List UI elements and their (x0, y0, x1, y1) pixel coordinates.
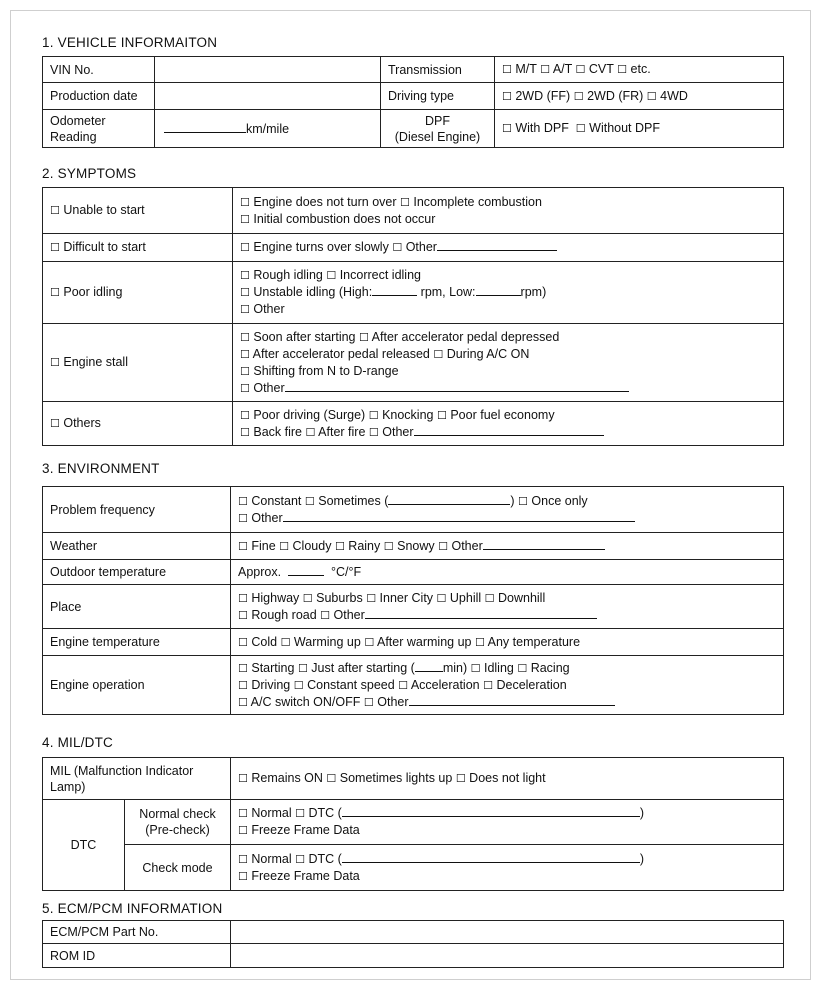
checkbox[interactable]: ☐ (238, 494, 248, 508)
checkbox[interactable]: ☐ (238, 678, 248, 692)
checkbox[interactable]: ☐ (400, 195, 410, 209)
checkbox[interactable]: ☐ (238, 591, 248, 605)
engine-temperature-label: Engine temperature (43, 629, 231, 656)
checkbox[interactable]: ☐ (304, 494, 315, 508)
engine-operation-label: Engine operation (43, 656, 231, 715)
checkbox[interactable]: ☐ (238, 539, 248, 553)
checkbox[interactable]: ☐ (483, 678, 493, 692)
checkbox[interactable]: ☐ (470, 661, 481, 675)
vin-label: VIN No. (43, 57, 155, 83)
weather-label: Weather (43, 533, 231, 560)
symptom-difficult-to-start: ☐ Difficult to start (43, 234, 233, 262)
option-mt: M/T (515, 62, 537, 76)
option-2wd-fr: 2WD (FR) (587, 88, 644, 103)
problem-frequency-label: Problem frequency (43, 487, 231, 533)
checkbox[interactable]: ☐ (238, 661, 248, 675)
normal-check-label: Normal check (Pre-check) (125, 800, 231, 845)
checkbox[interactable]: ☐ (502, 122, 512, 135)
checkbox[interactable]: ☐ (240, 269, 250, 282)
checkbox[interactable]: ☐ (238, 772, 248, 785)
checkbox[interactable]: ☐ (238, 824, 248, 837)
option-with-dpf: With DPF (515, 121, 569, 135)
checkbox[interactable]: ☐ (240, 330, 250, 344)
checkbox[interactable]: ☐ (326, 772, 337, 785)
ecm-part-label: ECM/PCM Part No. (43, 921, 231, 944)
dpf-label: DPF (Diesel Engine) (381, 110, 495, 148)
section-2-title: 2. SYMPTOMS (42, 166, 137, 181)
checkbox[interactable]: ☐ (50, 356, 60, 369)
odometer-field[interactable] (155, 110, 381, 148)
checkbox[interactable]: ☐ (240, 381, 250, 395)
checkbox[interactable]: ☐ (240, 303, 250, 316)
checkbox[interactable]: ☐ (364, 635, 375, 649)
symptom-others: ☐ Others (43, 402, 233, 446)
checkbox[interactable]: ☐ (240, 212, 250, 226)
checkbox[interactable]: ☐ (320, 608, 331, 622)
checkbox[interactable]: ☐ (238, 635, 248, 649)
checkbox[interactable]: ☐ (438, 539, 448, 553)
dtc-label: DTC (43, 800, 125, 891)
symptom-poor-idling: ☐ Poor idling (43, 262, 233, 324)
checkbox[interactable]: ☐ (573, 89, 584, 103)
symptom-engine-stall: ☐ Engine stall (43, 324, 233, 402)
option-2wd-ff: 2WD (FF) (515, 88, 571, 103)
odometer-unit: km/mile (246, 121, 290, 136)
checkbox[interactable]: ☐ (502, 89, 512, 103)
checkbox[interactable]: ☐ (240, 195, 250, 209)
checkbox[interactable]: ☐ (436, 408, 447, 422)
symptom-unable-to-start: ☐ Unable to start (43, 188, 233, 234)
section-3-title: 3. ENVIRONMENT (42, 461, 160, 476)
mil-label: MIL (Malfunction Indicator Lamp) (43, 758, 231, 800)
checkbox[interactable]: ☐ (50, 417, 60, 430)
dpf-options (495, 110, 784, 148)
transmission-label: Transmission (381, 57, 495, 83)
checkbox[interactable]: ☐ (575, 122, 586, 135)
ecm-info-table (42, 920, 784, 968)
vin-field[interactable] (155, 57, 381, 83)
checkbox[interactable]: ☐ (50, 241, 60, 254)
checkbox[interactable]: ☐ (238, 807, 248, 820)
checkbox[interactable]: ☐ (455, 772, 466, 785)
driving-type-options (495, 83, 784, 110)
checkbox[interactable]: ☐ (238, 608, 248, 622)
checkbox[interactable]: ☐ (280, 635, 291, 649)
checkbox[interactable]: ☐ (50, 286, 60, 299)
checkbox[interactable]: ☐ (293, 678, 304, 692)
checkbox[interactable]: ☐ (295, 852, 306, 866)
checkbox[interactable]: ☐ (359, 330, 369, 344)
production-date-field[interactable] (155, 83, 381, 110)
option-without-dpf: Without DPF (589, 121, 661, 135)
transmission-options (495, 57, 784, 83)
checkbox[interactable]: ☐ (383, 539, 394, 553)
checkbox[interactable]: ☐ (240, 241, 250, 254)
odometer-label: Odometer Reading (43, 110, 155, 148)
option-etc: etc. (630, 62, 651, 76)
checkbox[interactable]: ☐ (646, 89, 657, 103)
checkbox[interactable]: ☐ (238, 511, 248, 525)
checkbox[interactable]: ☐ (240, 364, 250, 378)
checkbox[interactable]: ☐ (302, 591, 313, 605)
checkbox[interactable]: ☐ (368, 408, 379, 422)
checkbox[interactable]: ☐ (240, 286, 250, 299)
checkbox[interactable]: ☐ (363, 695, 374, 709)
check-mode-label: Check mode (125, 845, 231, 891)
checkbox[interactable]: ☐ (238, 695, 248, 709)
checkbox[interactable]: ☐ (368, 425, 379, 439)
symptoms-table: ☐ Unable to start ☐ Engine does not turn over ☐ Incomplete combustion ☐ Initial combustion does not occur ☐ Difficult to start ☐ Engine turns over slowly ☐ Other ☐ Poor idling ☐ Rough idling ☐ Incorrect idling ☐ Unstable idling (High: rpm, Low: rpm) ☐ Other ☐ Engine stall ☐ Soon after starting ☐ After accelerator pedal depressed ☐ After accelerator pedal released ☐ During A/C ON ☐ Shifting from N to D-range ☐ Other ☐ Others ☐ Poor driving (Surge) ☐ Knocking ☐ Poor fuel economy ☐ Back fire ☐ After fire ☐ Other (42, 187, 784, 446)
checkbox[interactable]: ☐ (240, 408, 250, 422)
checkbox[interactable]: ☐ (366, 591, 377, 605)
checkbox[interactable]: ☐ (433, 347, 444, 361)
section-4-title: 4. MIL/DTC (42, 735, 114, 750)
option-4wd: 4WD (660, 88, 688, 103)
checkbox[interactable]: ☐ (517, 661, 528, 675)
vehicle-info-table (42, 56, 784, 148)
checkbox[interactable]: ☐ (617, 63, 628, 76)
checkbox[interactable]: ☐ (305, 425, 316, 439)
outdoor-temperature-label: Outdoor temperature (43, 560, 231, 585)
checkbox[interactable]: ☐ (398, 678, 409, 692)
checkbox[interactable]: ☐ (240, 425, 250, 439)
checkbox[interactable]: ☐ (326, 269, 337, 282)
checkbox[interactable]: ☐ (238, 852, 248, 866)
checkbox[interactable]: ☐ (240, 347, 250, 361)
option-cvt: CVT (588, 62, 614, 76)
checkbox[interactable]: ☐ (474, 635, 485, 649)
checkbox[interactable]: ☐ (334, 539, 345, 553)
checkbox[interactable]: ☐ (392, 241, 403, 254)
checkbox[interactable]: ☐ (238, 869, 248, 883)
mil-dtc-table: MIL (Malfunction Indicator Lamp) ☐ Remains ON ☐ Sometimes lights up ☐ Does not light DTC Normal check (Pre-check) ☐ Normal ☐ DTC ( ) ☐ Freeze Frame Data Check mode ☐ Normal ☐ DTC ( ) ☐ Freeze Frame Data (42, 757, 784, 891)
section-1-title: 1. VEHICLE INFORMAITON (42, 35, 218, 50)
driving-type-label: Driving type (381, 83, 495, 110)
checkbox[interactable]: ☐ (540, 63, 551, 76)
checkbox[interactable]: ☐ (50, 204, 60, 217)
checkbox[interactable]: ☐ (518, 494, 528, 508)
checkbox[interactable]: ☐ (279, 539, 290, 553)
rom-id-field[interactable] (231, 944, 784, 968)
place-label: Place (43, 585, 231, 629)
section-5-title: 5. ECM/PCM INFORMATION (42, 901, 223, 916)
ecm-part-field[interactable] (231, 921, 784, 944)
checkbox[interactable]: ☐ (484, 591, 495, 605)
checkbox[interactable]: ☐ (295, 807, 306, 820)
checkbox[interactable]: ☐ (502, 63, 512, 76)
checkbox[interactable]: ☐ (297, 661, 308, 675)
environment-table: Problem frequency ☐ Constant ☐ Sometimes ( ) ☐ Once only ☐ Other Weather ☐ Fine ☐ Cloudy ☐ Rainy ☐ Snowy ☐ Other Outdoor temperature Approx. °C/°F Place ☐ Highway ☐ Suburbs ☐ Inner City ☐ Uphill ☐ Downhill ☐ Rough road ☐ Other Engine temperature ☐ Cold ☐ Warming up ☐ After warming up ☐ Any temperature Engine operation ☐ Starting ☐ Just after starting ( min) ☐ Idling ☐ Racing ☐ Driving ☐ Constant speed ☐ Acceleration ☐ Deceleration ☐ A/C switch ON/OFF ☐ Other (42, 486, 784, 715)
option-at: A/T (552, 62, 573, 76)
checkbox[interactable]: ☐ (436, 591, 447, 605)
checkbox[interactable]: ☐ (575, 63, 586, 76)
rom-id-label: ROM ID (43, 944, 231, 968)
production-date-label: Production date (43, 83, 155, 110)
